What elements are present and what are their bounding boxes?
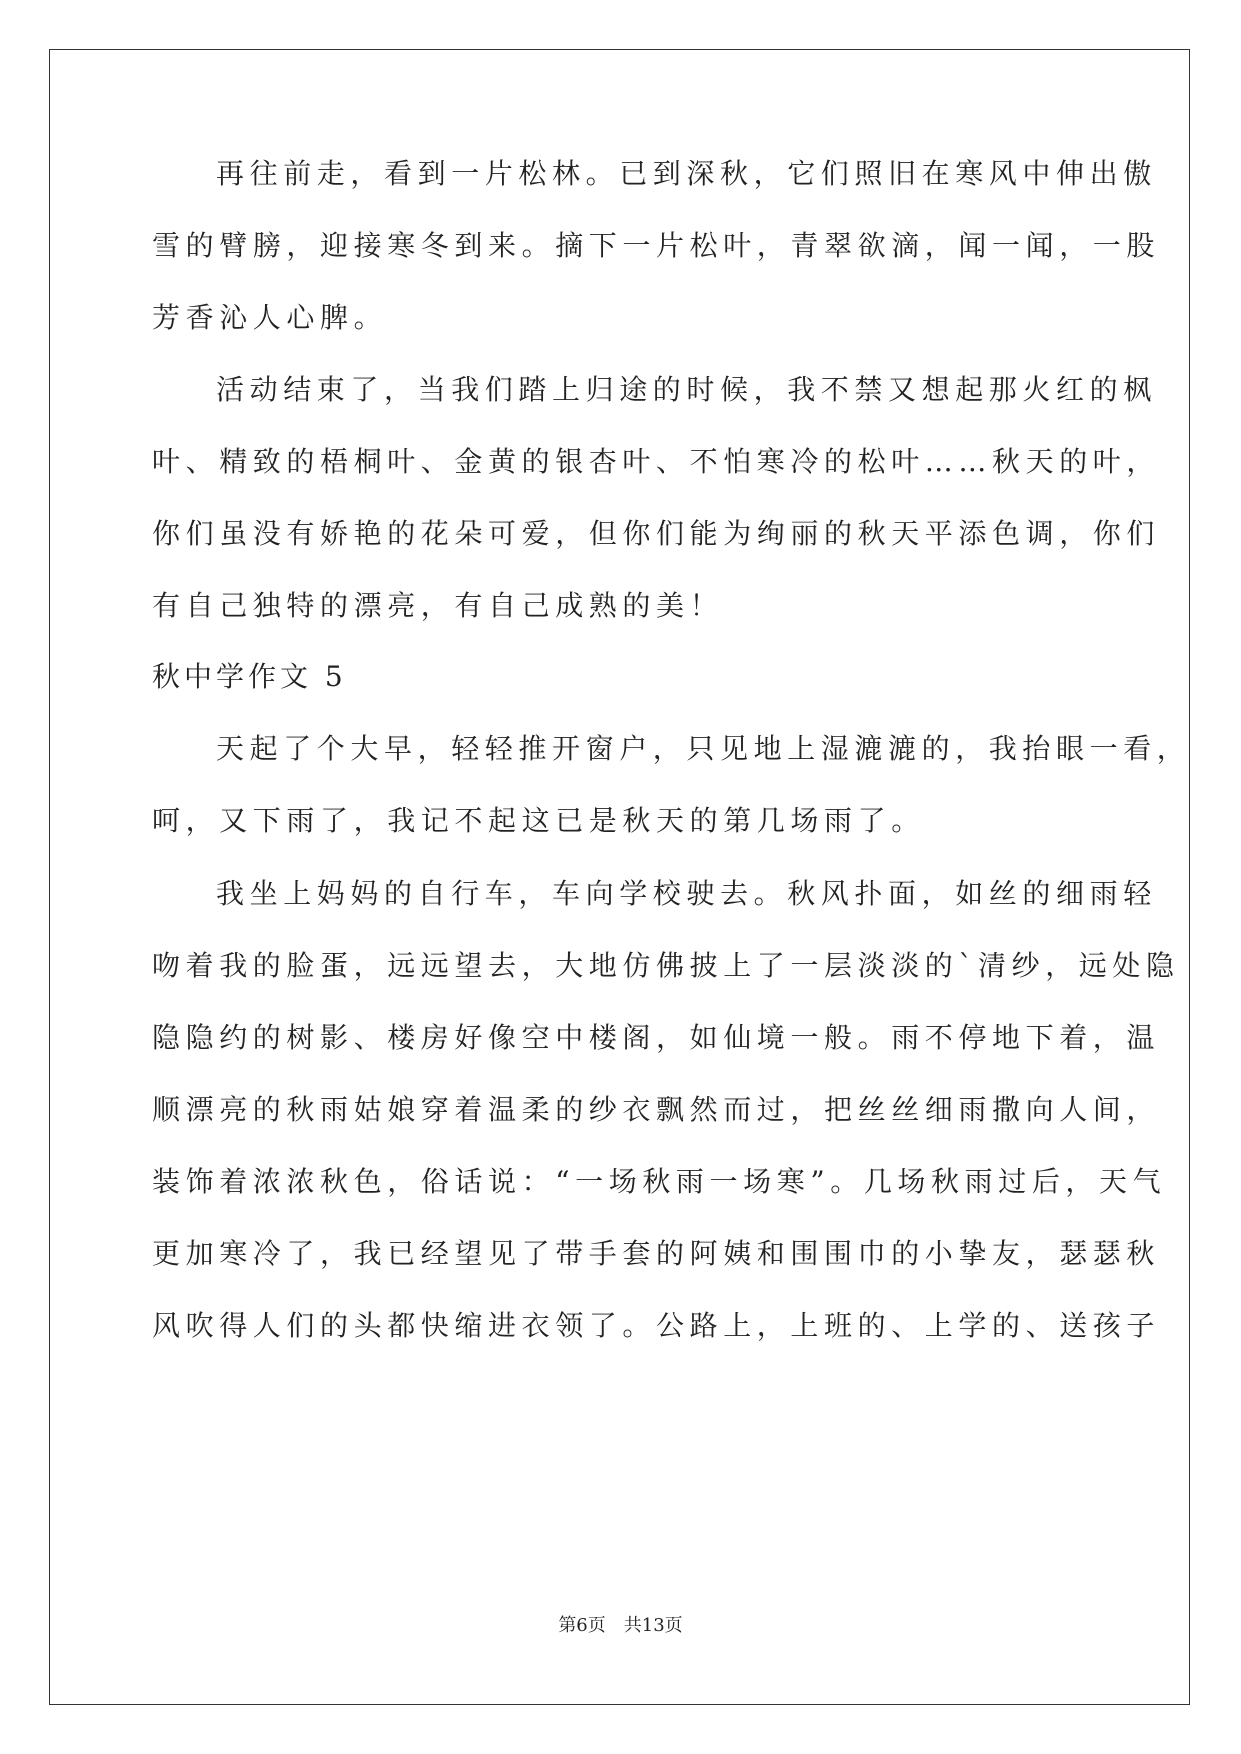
paragraph-line: 叶、精致的梧桐叶、金黄的银杏叶、不怕寒冷的松叶……秋天的叶， <box>152 445 1161 478</box>
page-footer <box>0 1614 1241 1638</box>
paragraph-line: 活动结束了，当我们踏上归途的时候，我不禁又想起那火红的枫 <box>216 373 1157 406</box>
paragraph-line: 吻着我的脸蛋，远远望去，大地仿佛披上了一层淡淡的`清纱，远处隐 <box>152 949 1180 982</box>
paragraph-line: 风吹得人们的头都快缩进衣领了。公路上，上班的、上学的、送孩子 <box>152 1309 1161 1342</box>
paragraph-line: 你们虽没有娇艳的花朵可爱，但你们能为绚丽的秋天平添色调，你们 <box>152 517 1161 550</box>
paragraph-line: 天起了个大早，轻轻推开窗户，只见地上湿漉漉的，我抬眼一看， <box>216 732 1191 765</box>
paragraph-line: 呵，又下雨了，我记不起这已是秋天的第几场雨了。 <box>152 804 925 837</box>
paragraph-line: 再往前走，看到一片松林。已到深秋，它们照旧在寒风中伸出傲 <box>216 157 1157 190</box>
page-number: 第6页 <box>558 1615 606 1636</box>
paragraph-line: 芳香沁人心脾。 <box>152 301 388 334</box>
paragraph-line: 有自己独特的漂亮，有自己成熟的美！ <box>152 589 724 622</box>
total-pages: 共13页 <box>623 1615 683 1636</box>
paragraph-line: 装饰着浓浓秋色，俗话说：“一场秋雨一场寒”。几场秋雨过后，天气 <box>152 1165 1167 1198</box>
paragraph-line: 雪的臂膀，迎接寒冬到来。摘下一片松叶，青翠欲滴，闻一闻，一股 <box>152 229 1161 262</box>
paragraph-line: 隐隐约的树影、楼房好像空中楼阁，如仙境一般。雨不停地下着，温 <box>152 1021 1161 1054</box>
section-heading: 秋中学作文 5 <box>152 660 347 693</box>
paragraph-line: 更加寒冷了，我已经望见了带手套的阿姨和围围巾的小挚友，瑟瑟秋 <box>152 1237 1161 1270</box>
paragraph-line: 顺漂亮的秋雨姑娘穿着温柔的纱衣飘然而过，把丝丝细雨撒向人间， <box>152 1093 1161 1126</box>
paragraph-line: 我坐上妈妈的自行车，车向学校驶去。秋风扑面，如丝的细雨轻 <box>216 877 1157 910</box>
